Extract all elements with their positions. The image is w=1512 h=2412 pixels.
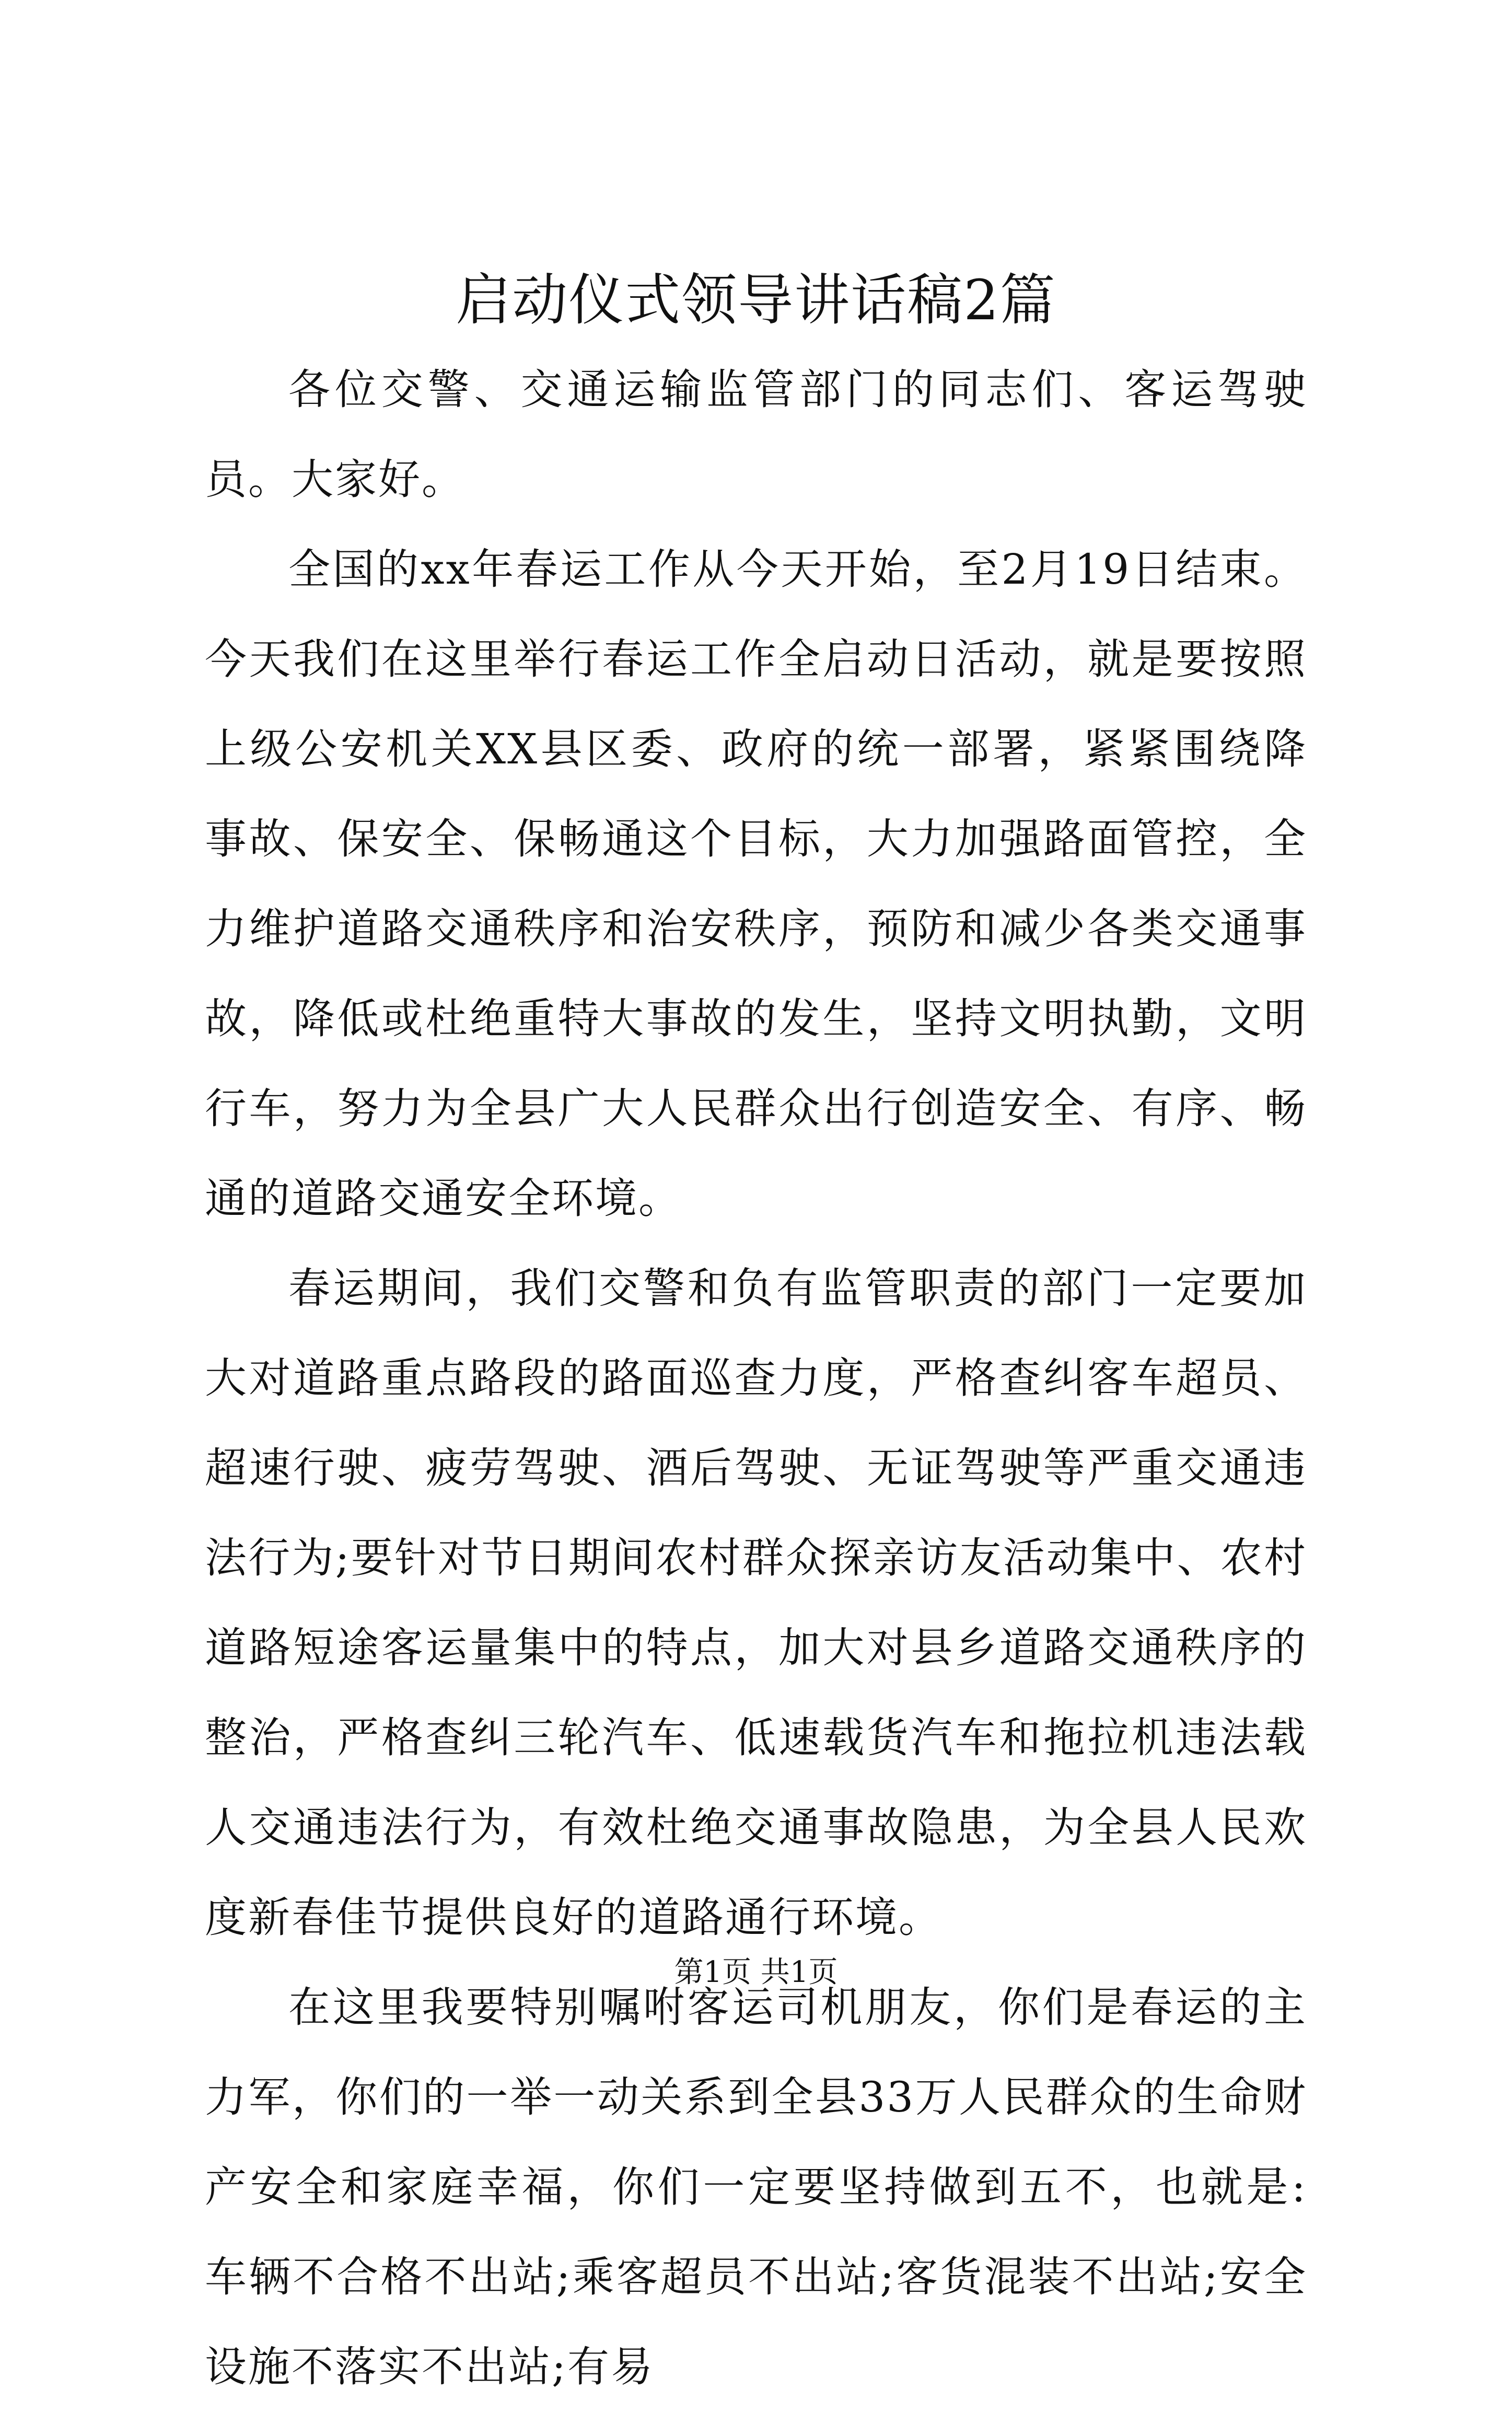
- paragraph-driver-instructions: 在这里我要特别嘱咐客运司机朋友，你们是春运的主力军，你们的一举一动关系到全县33万人民群众的生命财产安全和家庭幸福，你们一定要坚持做到五不，也就是: 车辆不合格不出站;乘客超员不出站;客货混装不出站;安全设施不落实不出站;有易: [205, 1983, 1307, 2391]
- paragraph-greeting: 各位交警、交通运输监管部门的同志们、客运驾驶员。大家好。: [205, 365, 1307, 504]
- page-footer: 第1页 共1页: [674, 1955, 838, 1989]
- paragraph-spring-transport-start: 全国的xx年春运工作从今天开始，至2月19日结束。今天我们在这里举行春运工作全启动日活动，就是要按照上级公安机关XX县区委、政府的统一部署，紧紧围绕降事故、保安全、保畅通这个目标，大力加强路面管控，全力维护道路交通秩序和治安秩序，预防和减少各类交通事故，降低或杜绝重特大事故的发生，坚持文明执勤，文明行车，努力为全县广大人民群众出行创造安全、有序、畅通的道路交通安全环境。: [205, 545, 1307, 1223]
- document-title: 启动仪式领导讲话稿2篇: [456, 268, 1056, 332]
- document-body: [205, 345, 1307, 2412]
- paragraph-traffic-enforcement: 春运期间，我们交警和负有监管职责的部门一定要加大对道路重点路段的路面巡查力度，严格查纠客车超员、超速行驶、疲劳驾驶、酒后驾驶、无证驾驶等严重交通违法行为;要针对节日期间农村群众探亲访友活动集中、农村道路短途客运量集中的特点，加大对县乡道路交通秩序的整治，严格查纠三轮汽车、低速载货汽车和拖拉机违法载人交通违法行为，有效杜绝交通事故隐患，为全县人民欢度新春佳节提供良好的道路通行环境。: [205, 1264, 1307, 1942]
